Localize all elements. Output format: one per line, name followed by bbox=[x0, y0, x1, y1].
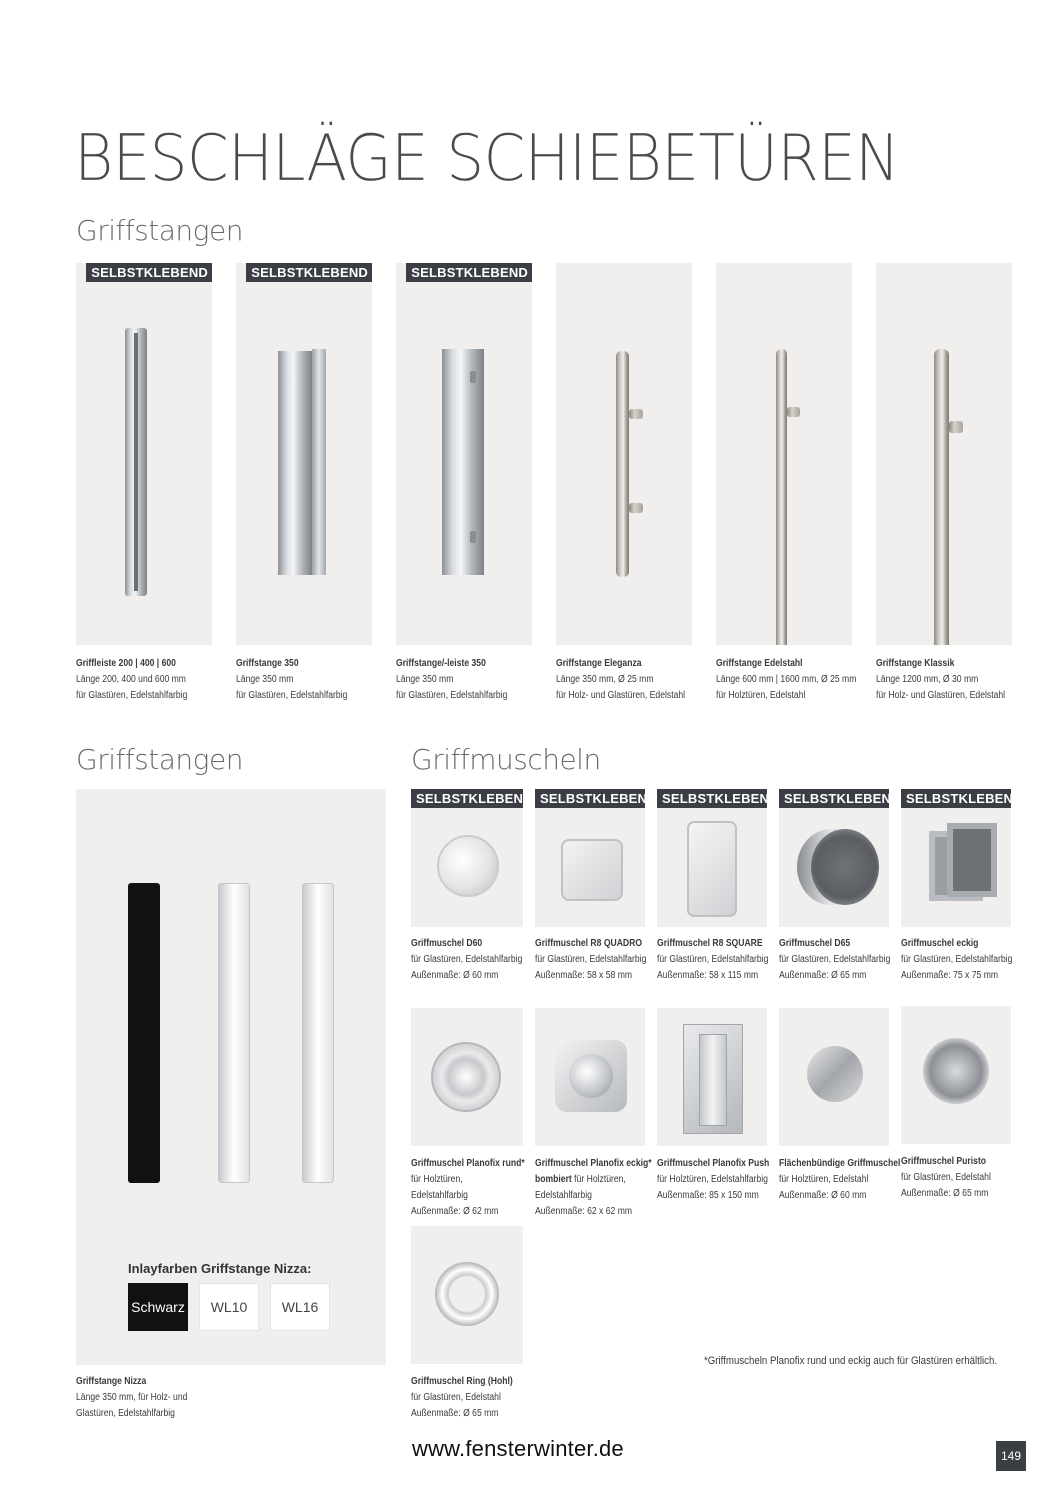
product-photo-griffstange-350 bbox=[236, 263, 372, 645]
product-detail: Außenmaße: Ø 65 mm bbox=[411, 1408, 499, 1419]
product-detail: für Holztüren, Edelstahl bbox=[779, 1174, 869, 1185]
product-detail: für Holz- und Glastüren, Edelstahl bbox=[876, 690, 1006, 701]
eleganza-standoff bbox=[629, 409, 643, 419]
product-name: Griffmuschel Ring (Hohl) bbox=[411, 1376, 513, 1387]
mount-point bbox=[470, 531, 476, 543]
product-name: Griffstange Eleganza bbox=[556, 658, 642, 669]
page-title: BESCHLÄGE SCHIEBETÜREN bbox=[74, 122, 900, 196]
caption-griffstange-350 bbox=[236, 656, 347, 704]
product-detail: Außenmaße: 75 x 75 mm bbox=[901, 970, 999, 981]
product-photo-griffmuschel-ring bbox=[411, 1226, 523, 1364]
product-name: Griffstange Klassik bbox=[876, 658, 955, 669]
edelstahl-standoff bbox=[787, 407, 800, 417]
product-photo-griffmuschel-d65 bbox=[779, 789, 901, 927]
klassik-standoff bbox=[949, 421, 963, 433]
product-name: Griffmuschel Planofix eckig* bbox=[535, 1158, 652, 1169]
product-name: Griffstange 350 bbox=[236, 658, 299, 669]
product-photo-griffmuschel-r8-square bbox=[657, 789, 779, 927]
product-detail: Außenmaße: Ø 65 mm bbox=[779, 970, 867, 981]
edelstahl-rod bbox=[776, 349, 787, 645]
section-heading-griffstangen-top: Griffstangen bbox=[76, 214, 243, 247]
puristo-shell bbox=[923, 1038, 989, 1104]
product-detail: Edelstahlfarbig bbox=[535, 1190, 592, 1201]
product-detail: Länge 350 mm, für Holz- und bbox=[76, 1392, 188, 1403]
product-detail: Außenmaße: Ø 60 mm bbox=[779, 1190, 867, 1201]
product-photo-griffstange-edelstahl bbox=[716, 263, 852, 645]
r8-square-shell bbox=[687, 821, 737, 917]
d60-shell bbox=[437, 835, 499, 897]
product-detail: Länge 350 mm, Ø 25 mm bbox=[556, 674, 654, 685]
inlay-swatch-wl10: WL10 bbox=[199, 1283, 259, 1331]
caption-planofix-push bbox=[657, 1156, 769, 1204]
product-detail: für Glastüren, Edelstahlfarbig bbox=[396, 690, 508, 701]
product-detail: für Glastüren, Edelstahl bbox=[901, 1172, 991, 1183]
inlay-swatch-wl16: WL16 bbox=[270, 1283, 330, 1331]
product-detail: Außenmaße: 58 x 58 mm bbox=[535, 970, 633, 981]
product-name: Griffmuschel Planofix rund* bbox=[411, 1158, 525, 1169]
caption-planofix-rund bbox=[411, 1156, 525, 1220]
caption-griffstange-leiste-350 bbox=[396, 656, 507, 704]
caption-griffstange-nizza bbox=[76, 1374, 187, 1422]
product-name: Griffstange/-leiste 350 bbox=[396, 658, 486, 669]
klassik-rod bbox=[934, 349, 949, 645]
badge-selbstklebend: SELBSTKLEBEND bbox=[86, 263, 212, 282]
eleganza-standoff bbox=[629, 503, 643, 513]
product-detail: Edelstahlfarbig bbox=[411, 1190, 468, 1201]
caption-griffmuschel-ring bbox=[411, 1374, 513, 1422]
product-detail: Außenmaße: 62 x 62 mm bbox=[535, 1206, 633, 1217]
product-photo-griffstange-eleganza bbox=[556, 263, 692, 645]
caption-griffmuschel-d65 bbox=[779, 936, 890, 984]
caption-griffstange-edelstahl bbox=[716, 656, 856, 704]
caption-griffleiste bbox=[76, 656, 187, 704]
product-detail: Außenmaße: 58 x 115 mm bbox=[657, 970, 759, 981]
product-photo-planofix-eckig bbox=[535, 1008, 645, 1146]
product-name: Griffmuschel R8 QUADRO bbox=[535, 938, 643, 949]
nizza-handle-black bbox=[128, 883, 160, 1183]
page-number: 149 bbox=[996, 1441, 1026, 1471]
product-detail: Außenmaße: Ø 65 mm bbox=[901, 1188, 989, 1199]
product-detail: Länge 600 mm | 1600 mm, Ø 25 mm bbox=[716, 674, 857, 685]
product-name: Griffmuschel R8 SQUARE bbox=[657, 938, 763, 949]
product-photo-griffleiste bbox=[76, 263, 212, 645]
product-detail: Außenmaße: Ø 60 mm bbox=[411, 970, 499, 981]
product-photo-griffmuschel-r8-quadro bbox=[535, 789, 657, 927]
badge-selbstklebend: SELBSTKLEBEND bbox=[246, 263, 372, 282]
product-detail: für Holz- und Glastüren, Edelstahl bbox=[556, 690, 686, 701]
product-detail: für Glastüren, Edelstahlfarbig bbox=[76, 690, 188, 701]
product-name: Griffmuschel Puristo bbox=[901, 1156, 987, 1167]
planofix-rund-shell bbox=[431, 1042, 501, 1112]
nizza-handle-wl10 bbox=[218, 883, 250, 1183]
planofix-push-insert bbox=[699, 1034, 727, 1126]
badge-selbstklebend: SELBSTKLEBEND bbox=[901, 789, 1011, 808]
product-detail: für Holztüren, bbox=[411, 1174, 463, 1185]
product-photo-griffmuschel-d60 bbox=[411, 789, 533, 927]
product-photo-planofix-rund bbox=[411, 1008, 523, 1146]
product-detail: für Holztüren, Edelstahlfarbig bbox=[657, 1174, 768, 1185]
product-detail: Länge 350 mm bbox=[236, 674, 294, 685]
ring-shell bbox=[435, 1262, 499, 1326]
griffstange-leiste-graphic bbox=[442, 349, 484, 575]
r8-quadro-shell bbox=[561, 839, 623, 901]
product-name: Griffmuschel eckig bbox=[901, 938, 979, 949]
product-detail: für Holztüren, bbox=[574, 1174, 626, 1185]
product-name: Griffleiste 200 | 400 | 600 bbox=[76, 658, 176, 669]
footer-url[interactable]: www.fensterwinter.de bbox=[412, 1436, 624, 1461]
mount-point bbox=[470, 371, 476, 383]
section-heading-griffmuscheln: Griffmuscheln bbox=[411, 743, 601, 776]
caption-griffmuschel-d60 bbox=[411, 936, 522, 984]
nizza-handle-wl16 bbox=[302, 883, 334, 1183]
section-heading-griffstangen-bottom: Griffstangen bbox=[76, 743, 243, 776]
product-detail: für Glastüren, Edelstahlfarbig bbox=[657, 954, 769, 965]
flaechenbuendig-shell bbox=[807, 1046, 863, 1102]
eckig-shell-front bbox=[947, 823, 997, 897]
caption-flaechenbuendige-griffmuschel bbox=[779, 1156, 900, 1204]
badge-selbstklebend: SELBSTKLEBEND bbox=[779, 789, 889, 808]
badge-selbstklebend: SELBSTKLEBEND bbox=[657, 789, 767, 808]
product-photo-griffmuschel-puristo bbox=[901, 1006, 1011, 1144]
caption-planofix-eckig bbox=[535, 1156, 652, 1220]
product-detail: Außenmaße: 85 x 150 mm bbox=[657, 1190, 759, 1201]
product-name: Griffmuschel D65 bbox=[779, 938, 851, 949]
griffleiste-groove bbox=[134, 333, 138, 591]
product-detail: für Glastüren, Edelstahlfarbig bbox=[535, 954, 647, 965]
caption-griffstange-klassik bbox=[876, 656, 1005, 704]
product-name: Griffstange Nizza bbox=[76, 1376, 147, 1387]
product-detail: für Glastüren, Edelstahlfarbig bbox=[411, 954, 523, 965]
product-detail: Länge 1200 mm, Ø 30 mm bbox=[876, 674, 979, 685]
product-detail: Länge 200, 400 und 600 mm bbox=[76, 674, 186, 685]
product-detail: für Glastüren, Edelstahlfarbig bbox=[901, 954, 1013, 965]
caption-griffstange-eleganza bbox=[556, 656, 685, 704]
product-photo-griffstange-leiste-350 bbox=[396, 263, 532, 645]
product-detail: für Holztüren, Edelstahl bbox=[716, 690, 806, 701]
product-name-suffix: bombiert bbox=[535, 1174, 572, 1185]
product-name: Flächenbündige Griffmuschel bbox=[779, 1158, 901, 1169]
d65-shell-front bbox=[811, 829, 879, 905]
inlay-heading: Inlayfarben Griffstange Nizza: bbox=[128, 1261, 312, 1276]
inlay-swatch-schwarz: Schwarz bbox=[128, 1283, 188, 1331]
product-photo-griffstange-nizza bbox=[76, 789, 386, 1365]
product-photo-planofix-push bbox=[657, 1008, 767, 1146]
footnote: *Griffmuscheln Planofix rund und eckig auch für Glastüren erhältlich. bbox=[704, 1355, 998, 1367]
caption-griffmuschel-eckig bbox=[901, 936, 1012, 984]
eleganza-rod bbox=[616, 351, 629, 577]
product-detail: für Glastüren, Edelstahl bbox=[411, 1392, 501, 1403]
caption-griffmuschel-r8-quadro bbox=[535, 936, 646, 984]
badge-selbstklebend: SELBSTKLEBEND bbox=[411, 789, 523, 808]
product-name: Griffmuschel D60 bbox=[411, 938, 483, 949]
planofix-eckig-recess bbox=[569, 1054, 613, 1098]
badge-selbstklebend: SELBSTKLEBEND bbox=[535, 789, 645, 808]
product-detail: für Glastüren, Edelstahlfarbig bbox=[236, 690, 348, 701]
product-photo-griffstange-klassik bbox=[876, 263, 1012, 645]
product-name: Griffstange Edelstahl bbox=[716, 658, 803, 669]
product-detail: für Glastüren, Edelstahlfarbig bbox=[779, 954, 891, 965]
product-photo-flaechenbuendige-griffmuschel bbox=[779, 1008, 889, 1146]
product-detail: Länge 350 mm bbox=[396, 674, 454, 685]
griffstange-350-graphic bbox=[278, 351, 312, 575]
product-photo-griffmuschel-eckig bbox=[901, 789, 1023, 927]
caption-griffmuschel-r8-square bbox=[657, 936, 768, 984]
product-detail: Glastüren, Edelstahlfarbig bbox=[76, 1408, 175, 1419]
griffstange-350-handle bbox=[312, 349, 326, 575]
badge-selbstklebend: SELBSTKLEBEND bbox=[406, 263, 532, 282]
product-name: Griffmuschel Planofix Push bbox=[657, 1158, 770, 1169]
caption-griffmuschel-puristo bbox=[901, 1154, 991, 1202]
product-detail: Außenmaße: Ø 62 mm bbox=[411, 1206, 499, 1217]
